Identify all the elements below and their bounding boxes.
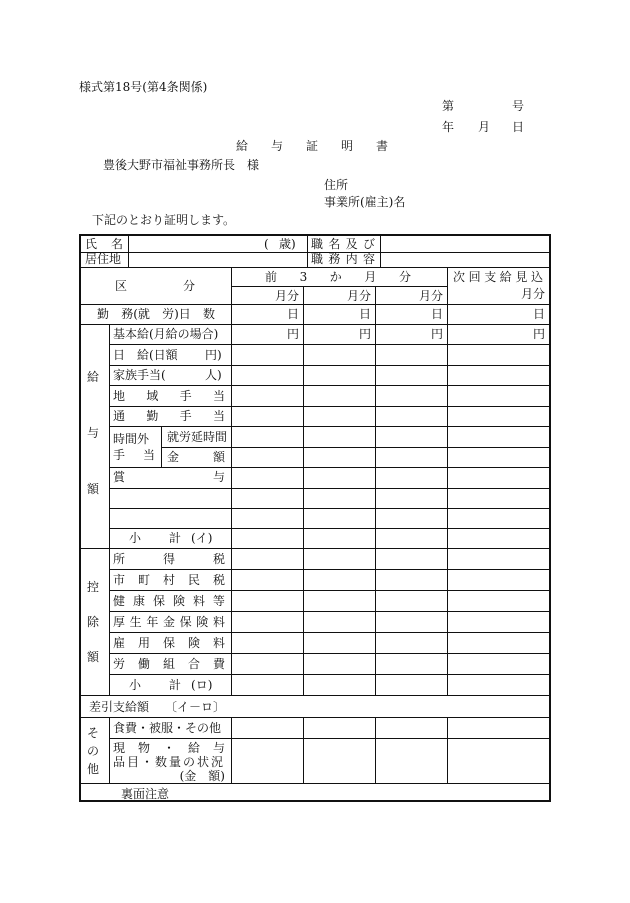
- age-open: (: [264, 237, 269, 251]
- month-2-label: 月分: [346, 289, 371, 303]
- daily-wage-label: 日 給(日額: [113, 348, 178, 362]
- residence-label: 居住地: [85, 252, 122, 266]
- net-pay-label: 差引支給額: [89, 700, 150, 714]
- work-days-unit-1: 日: [286, 307, 299, 321]
- work-days-unit-next: 日: [532, 307, 545, 321]
- work-days-label: 勤 務(就 労)日 数: [97, 307, 215, 321]
- health-insurance-label: 健 康 保 険 料 等: [113, 594, 225, 608]
- daily-wage-unit: 円): [205, 348, 222, 362]
- basic-yen-1: 円: [286, 327, 299, 341]
- salary-certificate-table: [79, 234, 551, 802]
- deduction-section-label: 控 除 額: [87, 580, 100, 664]
- date-year-label: 年: [442, 120, 455, 134]
- basic-salary-label: 基本給(月給の場合): [113, 327, 219, 341]
- union-fee-label: 労 働 組 合 費: [113, 657, 225, 671]
- date-day-label: 日: [512, 120, 525, 134]
- basic-yen-next: 円: [532, 327, 545, 341]
- pay-section-label: 給 与 額: [87, 370, 100, 496]
- kubun-header: 区 分: [115, 279, 195, 293]
- overtime-group-label-1: 時間外: [113, 432, 150, 446]
- addressee: 豊後大野市福祉事務所長 様: [103, 158, 260, 172]
- in-kind-items-label: 品目・数量の状況: [113, 755, 226, 769]
- pay-subtotal-label: 小 計 (イ): [129, 531, 213, 545]
- resident-tax-label: 市 町 村 民 税: [113, 573, 225, 587]
- position-label: 職 名 及 び: [311, 237, 375, 251]
- certify-text: 下記のとおり証明します。: [92, 213, 236, 227]
- work-days-unit-2: 日: [358, 307, 371, 321]
- meals-clothing-label: 食費・被服・その他: [113, 721, 222, 735]
- month-3-label: 月分: [418, 289, 443, 303]
- address-label: 住所: [324, 178, 349, 192]
- deduction-subtotal-label: 小 計 (ロ): [129, 678, 213, 692]
- income-tax-label: 所 得 税: [113, 552, 225, 566]
- regional-allowance-label: 地 域 手 当: [113, 389, 225, 403]
- next-month-label: 月分: [520, 287, 545, 301]
- in-kind-amount-label: (金 額): [179, 769, 225, 783]
- family-allowance-label: 家族手当(: [113, 368, 166, 382]
- pension-label: 厚 生 年 金 保 険 料: [113, 615, 225, 629]
- name-label: 氏 名: [85, 237, 123, 251]
- document-title: 給 与 証 明 書: [236, 139, 388, 153]
- work-days-unit-3: 日: [430, 307, 443, 321]
- overtime-amount-label: 金 額: [167, 450, 225, 464]
- overtime-group-label-2: 手 当: [113, 448, 155, 462]
- basic-yen-3: 円: [430, 327, 443, 341]
- date-month-label: 月: [478, 120, 491, 134]
- next-payment-header: 次 回 支 給 見 込: [453, 270, 543, 284]
- month-1-label: 月分: [274, 289, 299, 303]
- form-number: 様式第18号(第4条関係): [79, 80, 208, 94]
- in-kind-pay-label: 現 物 ・ 給 与: [113, 741, 225, 755]
- age-label: 歳): [279, 237, 296, 251]
- bonus-label: 賞 与: [113, 470, 225, 484]
- net-pay-formula: 〔イ－ロ〕: [165, 700, 226, 714]
- employment-insurance-label: 雇 用 保 険 料: [113, 636, 225, 650]
- family-allowance-unit: 人): [205, 368, 222, 382]
- commute-allowance-label: 通 勤 手 当: [113, 409, 225, 423]
- overtime-hours-label: 就労延時間: [167, 430, 228, 444]
- number-field-dai: 第: [442, 99, 455, 113]
- number-field-go: 号: [512, 99, 525, 113]
- duty-label: 職 務 内 容: [311, 252, 375, 266]
- employer-label: 事業所(雇主)名: [324, 195, 406, 209]
- prev-three-months-header: 前 3 か 月 分: [265, 270, 411, 284]
- other-section-label: そ の 他: [87, 726, 100, 776]
- back-note: 裏面注意: [121, 787, 170, 801]
- basic-yen-2: 円: [358, 327, 371, 341]
